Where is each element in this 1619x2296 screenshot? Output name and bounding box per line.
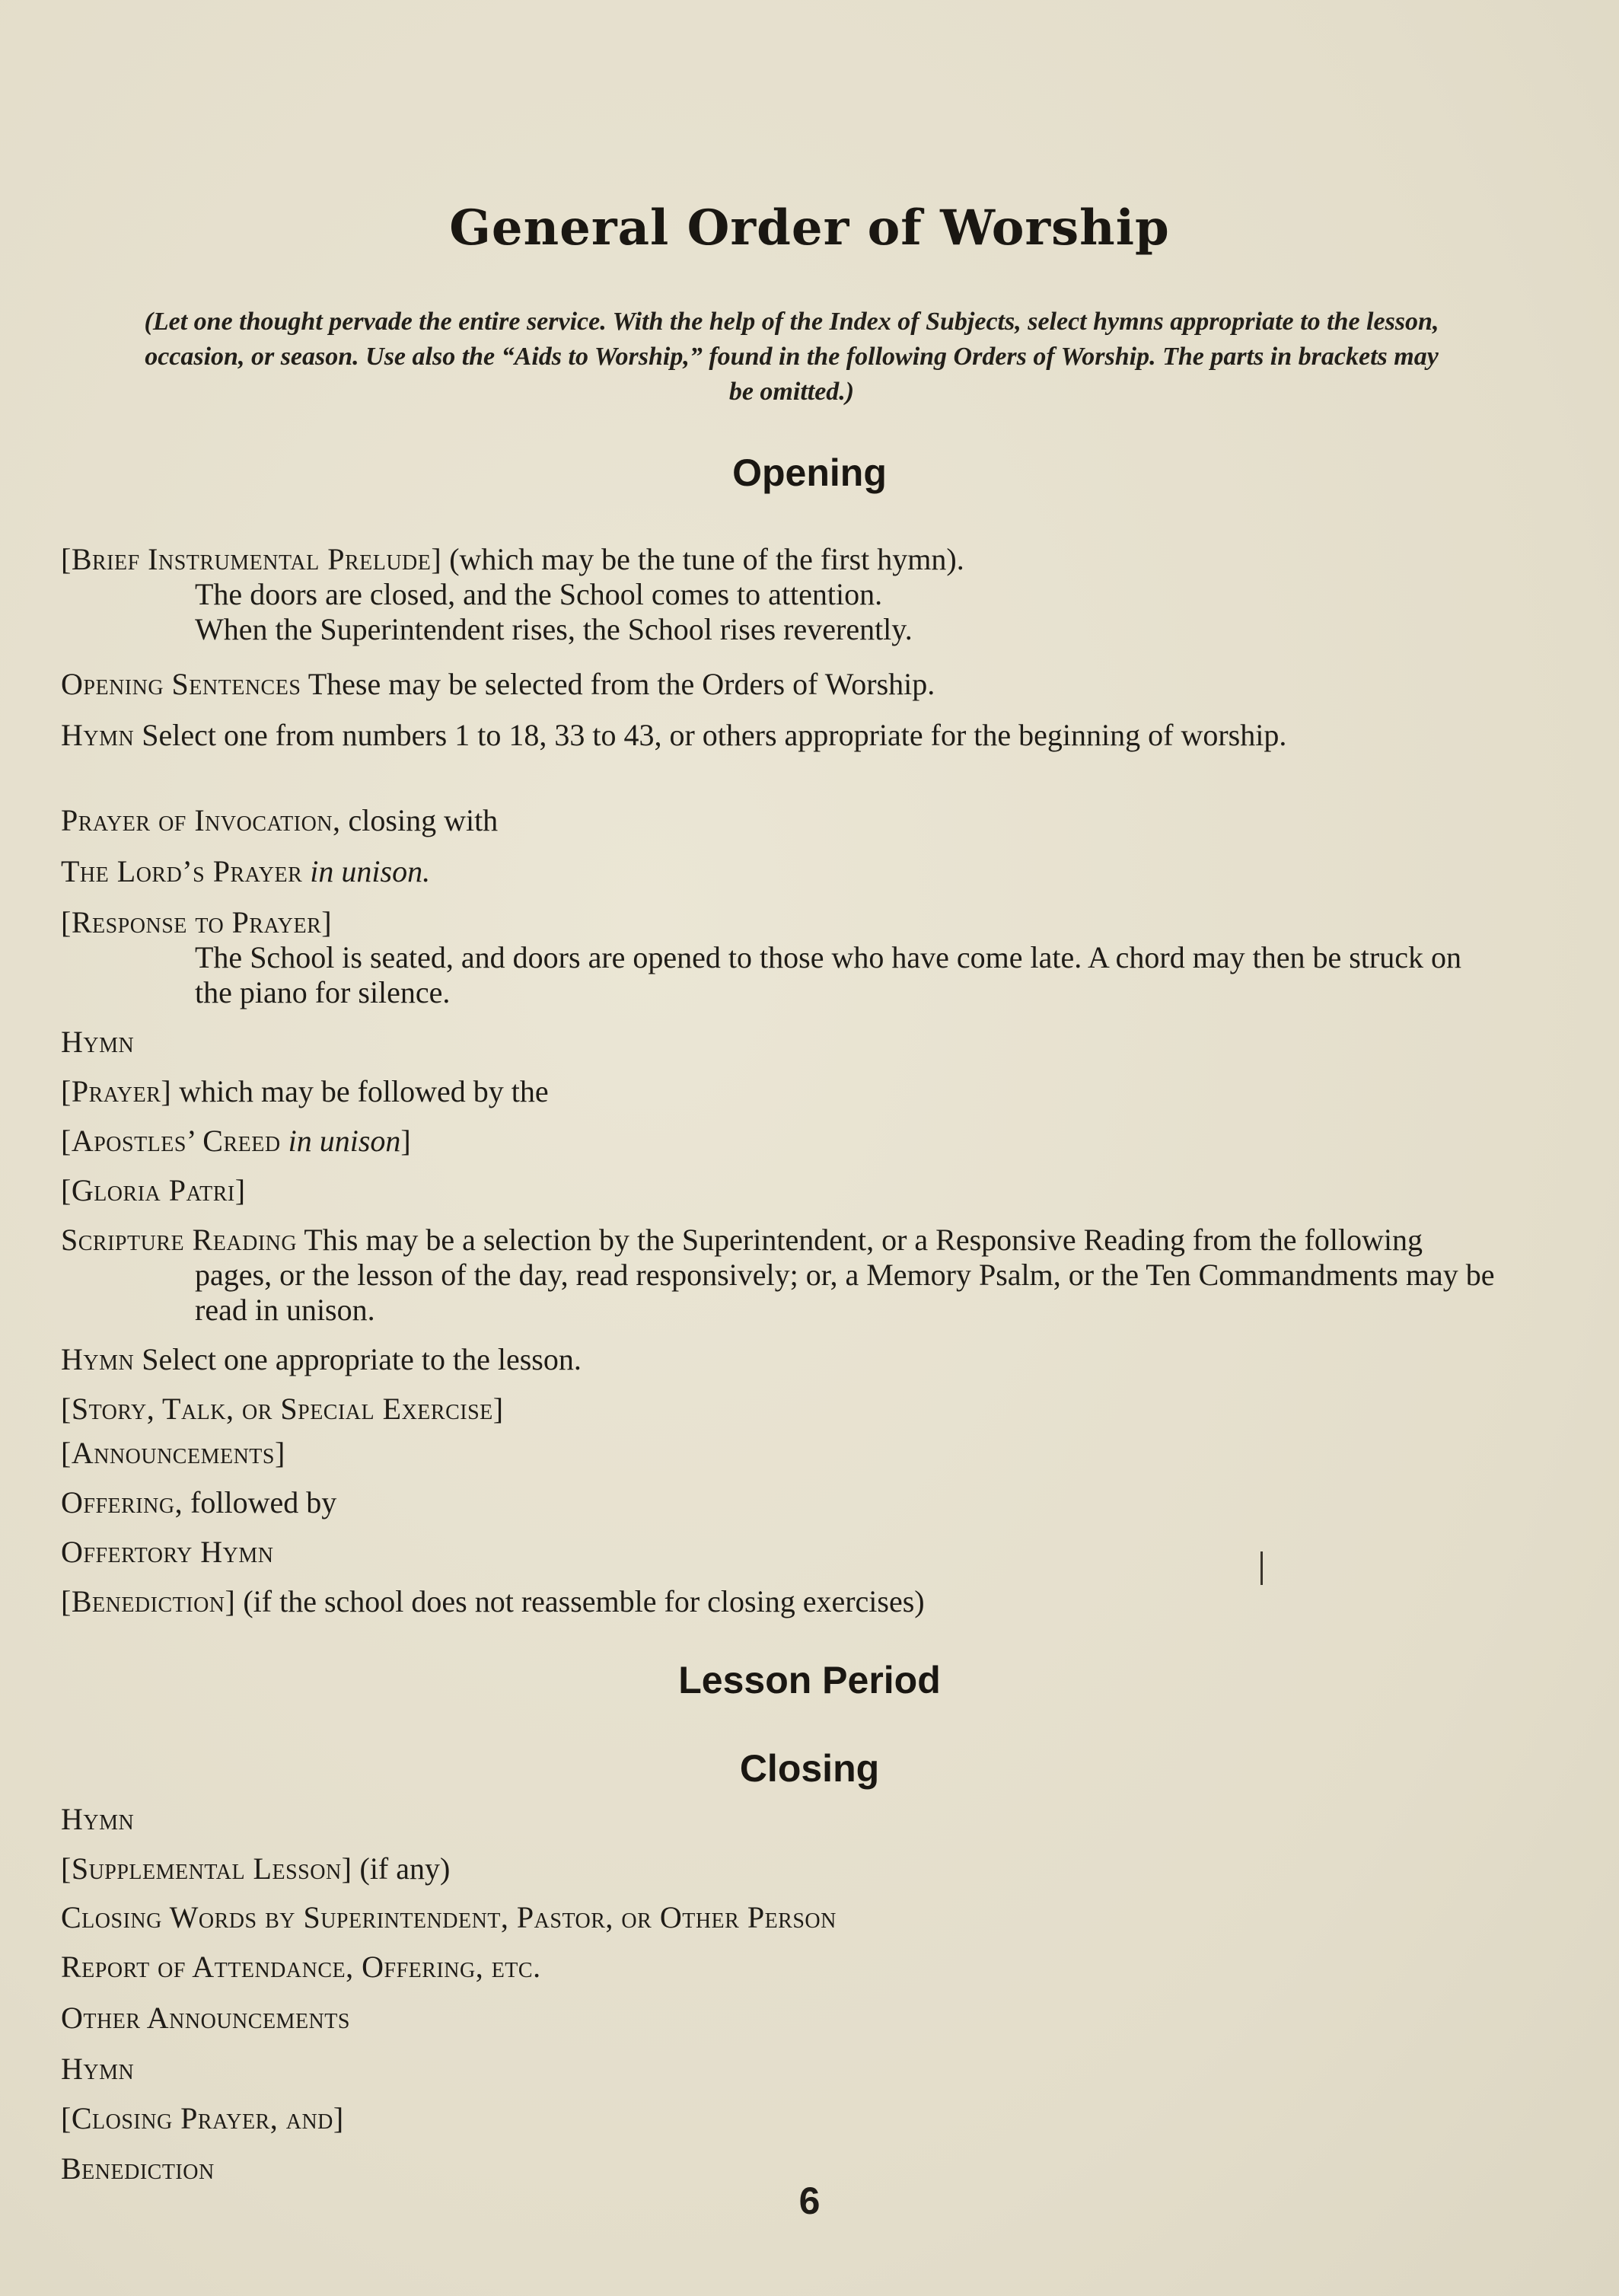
entry-hymn-3 [61,1342,1499,1377]
entry-label: Report of Attendance, Offering, etc. [61,1950,541,1984]
entry-invocation [61,803,1499,838]
entry-label: [Gloria Patri] [61,1173,246,1207]
entry-text: The School is seated, and doors are opened to those who have come late. A chord may then be struck on the piano for silence. [195,940,1461,1009]
entry-scripture [61,1223,1499,1328]
entry-label: [Response to Prayer] [61,905,333,939]
entry-label: Other Announcements [61,2001,350,2035]
entry-label: Offertory Hymn [61,1535,274,1569]
entry-text: in unison. [310,854,431,888]
entry-label: [Story, Talk, or Special Exercise] [61,1392,504,1426]
entry-text: followed by [190,1485,337,1520]
entry-other-announcements [61,2001,1499,2036]
entry-label: Hymn [61,1802,135,1836]
entry-subline: When the Superintendent rises, the School rises reverently. [195,612,913,646]
entry-text: which may be followed by the [179,1074,549,1108]
page-title: General Order of Worship [449,199,1170,257]
entry-closing-hymn-1 [61,1802,1499,1837]
entry-hymn-2 [61,1025,1499,1060]
entry-label: Offering, [61,1485,183,1520]
entry-prayer [61,1074,1499,1109]
scan-mark [1260,1551,1263,1585]
entry-label: [Supplemental Lesson] [61,1851,352,1886]
entry-label: Hymn [61,2052,135,2086]
entry-creed [61,1124,1499,1159]
section-heading-opening: Opening [732,451,887,494]
entry-subline: The doors are closed, and the School comes to attention. [195,577,883,611]
entry-label: [Benediction] [61,1584,236,1618]
entry-label: Closing Words by Superintendent, Pastor, or Other Person [61,1900,837,1934]
entry-text: This may be a selection by the Superintendent, or a Responsive Reading from the following pages, or the lesson of the day, read responsively; or, a Memory Psalm, or the Ten Commandments may be read in unison. [195,1223,1495,1327]
entry-closing-prayer [61,2101,1499,2136]
entry-closing-words [61,1900,1499,1935]
entry-opening-sentences [61,667,1499,702]
entry-offertory [61,1535,1499,1570]
entry-bracket: ] [400,1124,411,1158]
entry-label: Benediction [61,2151,215,2186]
entry-text: closing with [348,803,499,837]
page-number: 6 [798,2180,821,2222]
entry-text: These may be selected from the Orders of Worship. [308,667,935,701]
entry-label: Hymn [61,1025,135,1059]
entry-label: Scripture Reading [61,1223,298,1257]
entry-offering [61,1485,1499,1520]
entry-label: [Closing Prayer, and] [61,2101,344,2135]
intro-note: (Let one thought pervade the entire service. With the help of the Index of Subjects, select hymns appropriate to the lesson, occasion, or season. Use also the “Aids to Worship,” found in the following Orders of Worship. The parts in brackets may be omitted.) [144,308,1439,406]
entry-label: Hymn [61,718,135,752]
section-heading-closing: Closing [739,1747,880,1790]
entry-prelude [61,542,1499,647]
entry-text: Select one appropriate to the lesson. [142,1342,582,1376]
entry-text: in unison [288,1124,401,1158]
entry-label: Hymn [61,1342,135,1376]
section-heading-lesson-period: Lesson Period [678,1659,941,1701]
entry-gloria [61,1173,1499,1208]
entry-label: [Brief Instrumental Prelude] [61,542,442,576]
entry-hymn-1 [61,718,1499,753]
entry-text: (if any) [359,1851,451,1886]
entry-text: Select one from numbers 1 to 18, 33 to 43, or others appropriate for the beginning of worship. [142,718,1287,752]
entry-label: Opening Sentences [61,667,301,701]
entry-lords-prayer [61,854,1499,889]
entry-response [61,905,1499,1010]
entry-report [61,1950,1499,1985]
entry-label: [Apostles’ Creed [61,1124,281,1158]
entry-label: The Lord’s Prayer [61,854,303,888]
entry-supplemental [61,1851,1499,1886]
entry-story [61,1392,1499,1427]
entry-text: (which may be the tune of the first hymn). [449,542,964,576]
entry-label: [Prayer] [61,1074,172,1108]
entry-benediction [61,1584,1499,1619]
entry-label: [Announcements] [61,1436,285,1470]
entry-closing-hymn-2 [61,2052,1499,2087]
entry-text: (if the school does not reassemble for closing exercises) [243,1584,925,1618]
entry-announcements [61,1436,1499,1471]
entry-label: Prayer of Invocation, [61,803,341,837]
